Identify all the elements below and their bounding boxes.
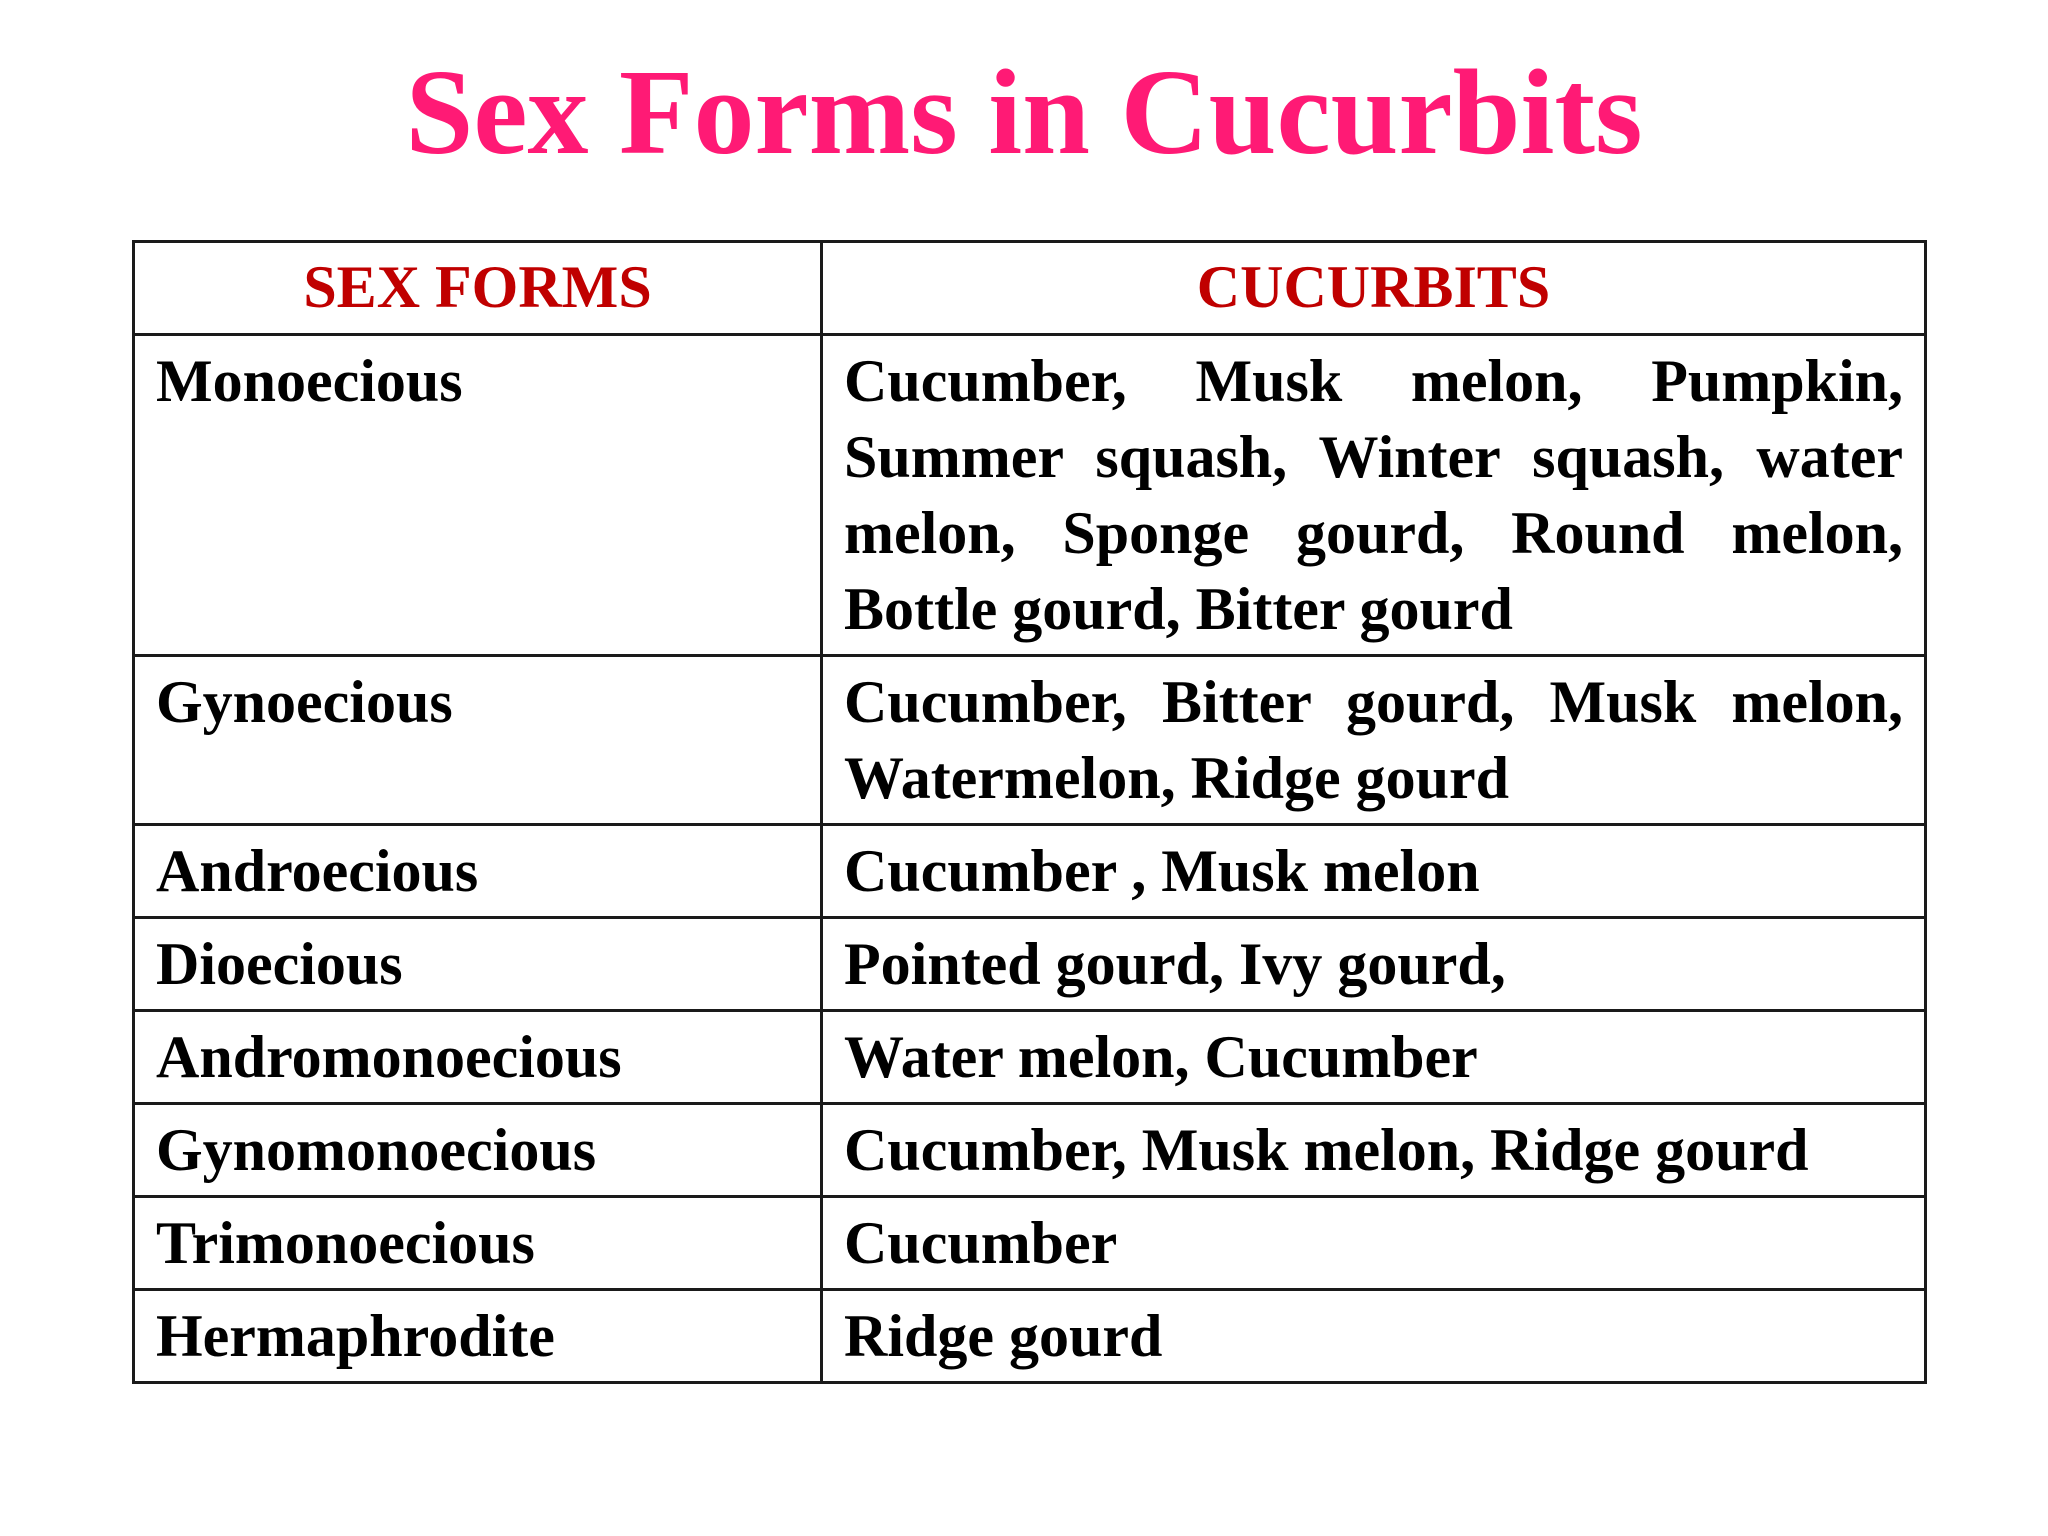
table-row bbox=[134, 335, 1926, 656]
sex-form-cell: Gynoecious bbox=[134, 656, 822, 825]
sex-form-cell: Gynomonoecious bbox=[134, 1104, 822, 1197]
table-row bbox=[134, 918, 1926, 1011]
cucurbits-cell: Cucumber, Musk melon, Pumpkin, Summer squash, Winter squash, water melon, Sponge gourd, Round melon, Bottle gourd, Bitter gourd bbox=[822, 335, 1926, 656]
sex-form-cell: Andromonoecious bbox=[134, 1011, 822, 1104]
sex-form-cell: Monoecious bbox=[134, 335, 822, 656]
cucurbits-cell: Ridge gourd bbox=[822, 1290, 1926, 1383]
cucurbits-cell: Cucumber , Musk melon bbox=[822, 825, 1926, 918]
sex-form-cell: Trimonoecious bbox=[134, 1197, 822, 1290]
sex-form-cell: Dioecious bbox=[134, 918, 822, 1011]
column-header-cucurbits: CUCURBITS bbox=[822, 242, 1926, 335]
table-row bbox=[134, 656, 1926, 825]
sex-forms-table bbox=[132, 240, 1927, 1384]
cucurbits-cell: Pointed gourd, Ivy gourd, bbox=[822, 918, 1926, 1011]
column-header-sex-forms: SEX FORMS bbox=[134, 242, 822, 335]
page-title: Sex Forms in Cucurbits bbox=[405, 45, 1643, 180]
cucurbits-cell: Cucumber, Bitter gourd, Musk melon, Watermelon, Ridge gourd bbox=[822, 656, 1926, 825]
cucurbits-cell: Water melon, Cucumber bbox=[822, 1011, 1926, 1104]
table-row bbox=[134, 1197, 1926, 1290]
table-row bbox=[134, 1104, 1926, 1197]
cucurbits-cell: Cucumber, Musk melon, Ridge gourd bbox=[822, 1104, 1926, 1197]
sex-form-cell: Hermaphrodite bbox=[134, 1290, 822, 1383]
table-row bbox=[134, 1290, 1926, 1383]
table-header-row bbox=[134, 242, 1926, 335]
table-row bbox=[134, 1011, 1926, 1104]
cucurbits-cell: Cucumber bbox=[822, 1197, 1926, 1290]
sex-form-cell: Androecious bbox=[134, 825, 822, 918]
table-row bbox=[134, 825, 1926, 918]
